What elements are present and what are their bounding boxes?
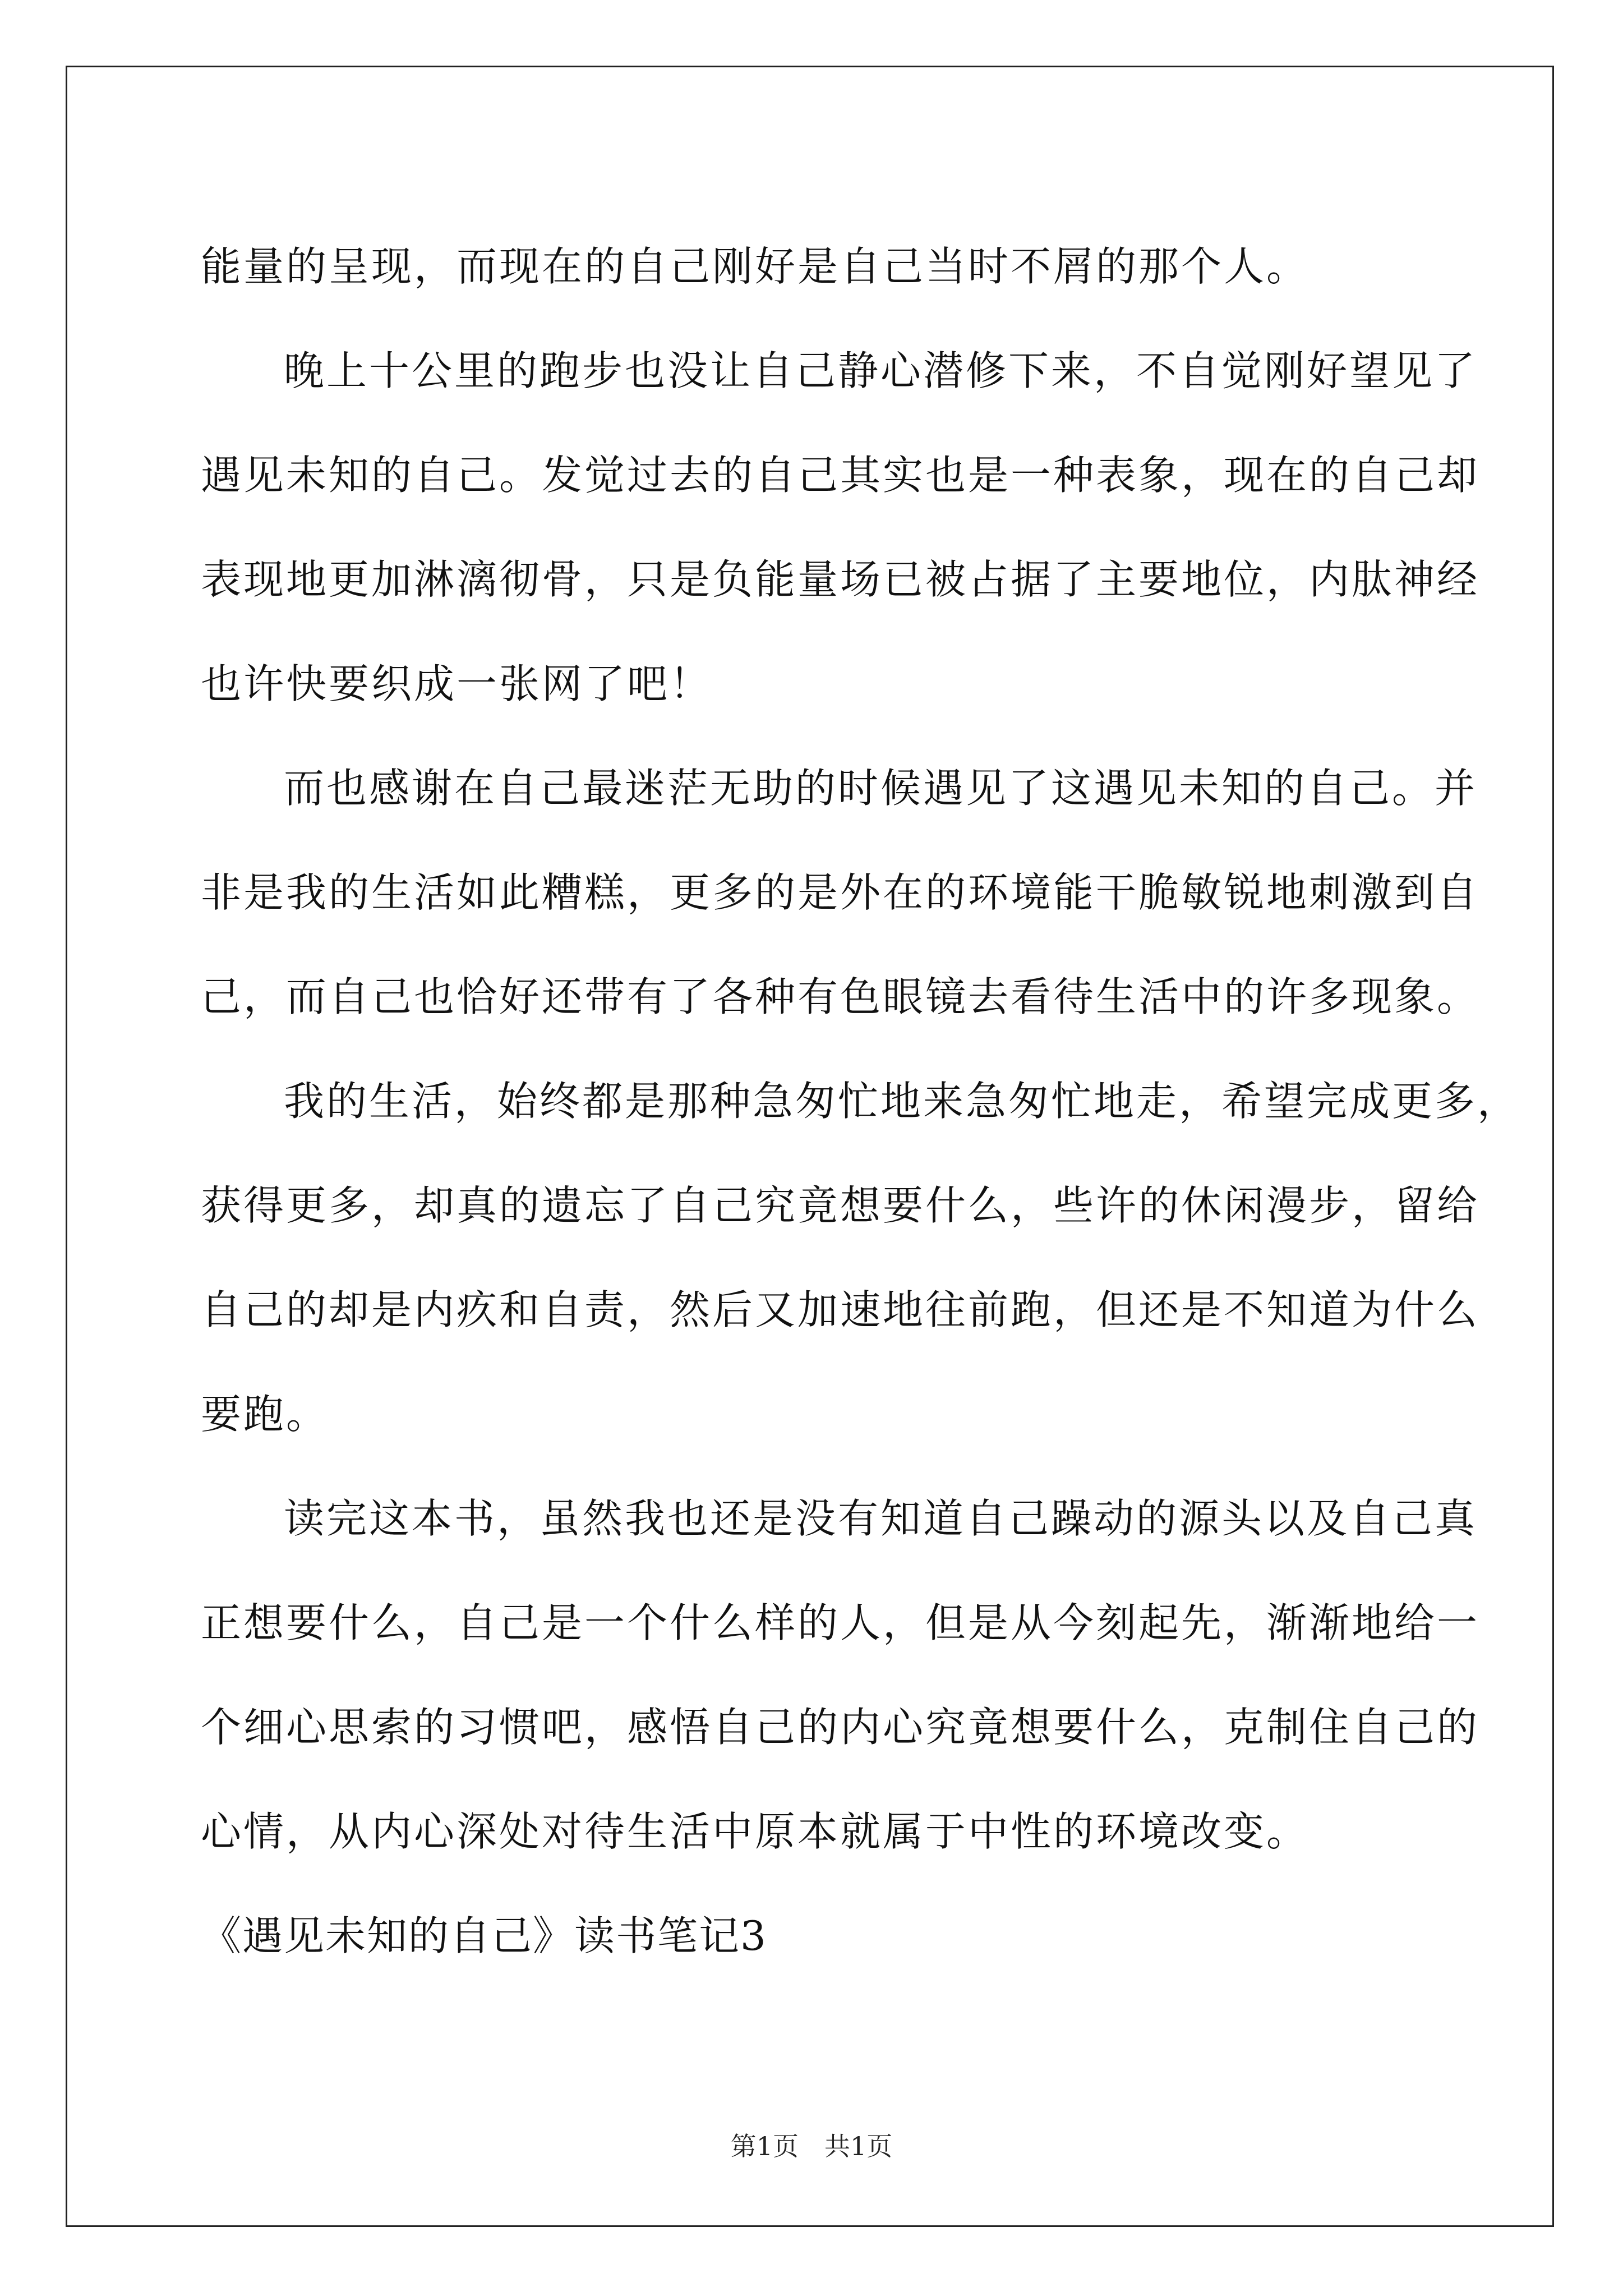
text-line-14: 正想要什么，自己是一个什么样的人，但是从今刻起先，渐渐地给一 xyxy=(201,1599,1480,1646)
text-line-3: 遇见未知的自己。发觉过去的自己其实也是一种表象，现在的自己却 xyxy=(201,452,1480,499)
text-line-9: 我的生活，始终都是那种急匆忙地来急匆忙地走，希望完成更多， xyxy=(284,1078,1520,1125)
text-line-12: 要跑。 xyxy=(201,1391,329,1438)
text-line-5: 也许快要织成一张网了吧！ xyxy=(201,660,713,707)
text-line-8: 己，而自己也恰好还带有了各种有色眼镜去看待生活中的许多现象。 xyxy=(201,973,1480,1020)
page-footer: 第1页 共1页 xyxy=(730,2131,893,2161)
text-line-6: 而也感谢在自己最迷茫无助的时候遇见了这遇见未知的自己。并 xyxy=(284,765,1478,812)
text-line-10: 获得更多，却真的遗忘了自己究竟想要什么，些许的休闲漫步，留给 xyxy=(201,1182,1480,1229)
text-line-7: 非是我的生活如此糟糕，更多的是外在的环境能干脆敏锐地刺激到自 xyxy=(201,869,1480,916)
text-line-16: 心情，从内心深处对待生活中原本就属于中性的环境改变。 xyxy=(201,1808,1310,1855)
text-line-11: 自己的却是内疚和自责，然后又加速地往前跑，但还是不知道为什么 xyxy=(201,1286,1480,1333)
text-line-13: 读完这本书，虽然我也还是没有知道自己躁动的源头以及自己真 xyxy=(284,1495,1478,1542)
text-line-1: 能量的呈现，而现在的自己刚好是自己当时不屑的那个人。 xyxy=(201,243,1310,290)
text-line-2: 晚上十公里的跑步也没让自己静心潜修下来，不自觉刚好望见了 xyxy=(284,347,1478,394)
document-body xyxy=(201,214,1520,1988)
text-line-4: 表现地更加淋漓彻骨，只是负能量场已被占据了主要地位，内肽神经 xyxy=(201,556,1480,603)
section-heading: 《遇见未知的自己》读书笔记3 xyxy=(201,1912,767,1959)
text-line-15: 个细心思索的习惯吧，感悟自己的内心究竟想要什么，克制住自己的 xyxy=(201,1704,1480,1751)
